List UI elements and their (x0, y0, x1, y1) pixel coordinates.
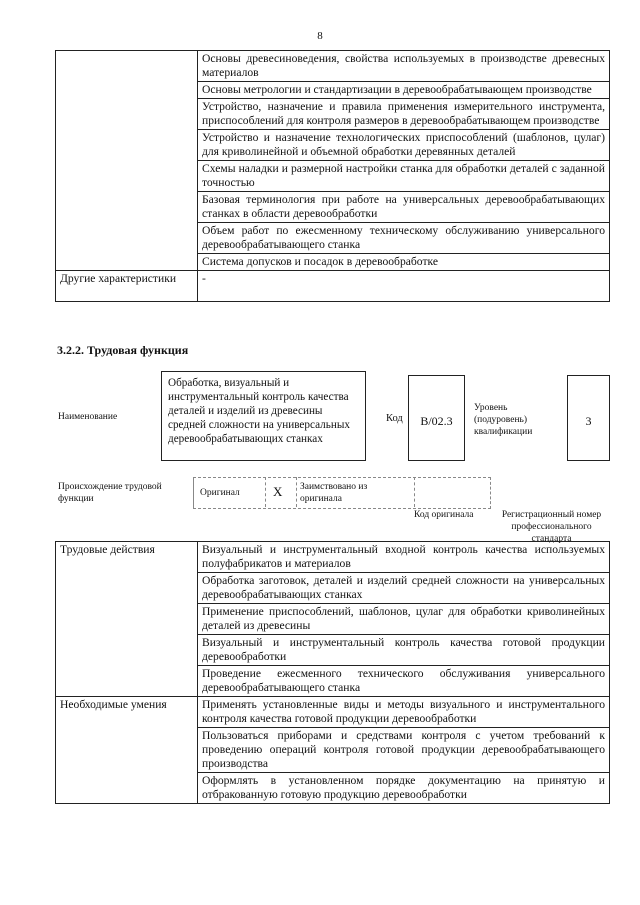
reg-number-label: Регистрационный номер профессионального стандарта (501, 510, 602, 544)
code-box: B/02.3 (408, 375, 465, 461)
table-cell: Объем работ по ежесменному техническому обслуживанию универсального деревообрабатывающего станка (198, 223, 610, 254)
table-cell: Основы метрологии и стандартизации в деревообрабатывающем производстве (198, 82, 610, 99)
table-cell: Устройство и назначение технологических приспособлений (шаблонов, цулаг) для криволинейной и объемной обработки деревянных деталей (198, 130, 610, 161)
table-cell: Базовая терминология при работе на универсальных деревообрабатывающих станках в области деревообработки (198, 192, 610, 223)
table-cell: Проведение ежесменного технического обслуживания универсального деревообрабатывающего станка (198, 666, 610, 697)
group-label-required-skills: Необходимые умения (56, 697, 198, 804)
table-cell: Визуальный и инструментальный входной контроль качества используемых полуфабрикатов и материалов (198, 542, 610, 573)
other-characteristics-label: Другие характеристики (56, 271, 198, 302)
code-label: Код (386, 413, 403, 424)
original-mark: X (273, 484, 283, 499)
original-label: Оригинал (200, 488, 240, 498)
table-cell: Оформлять в установленном порядке документацию на принятую и отбракованную готовую продукцию деревообработки (198, 773, 610, 804)
table-cell: Визуальный и инструментальный контроль качества готовой продукции деревообработки (198, 635, 610, 666)
table-cell: Устройство, назначение и правила применения измерительного инструмента, приспособлений для контроля размеров в деревообрабатывающем производстве (198, 99, 610, 130)
table-row (56, 542, 610, 573)
section-heading: 3.2.2. Трудовая функция (57, 343, 189, 357)
table-row (56, 51, 610, 82)
table-row (56, 697, 610, 728)
group-label-labor-actions: Трудовые действия (56, 542, 198, 697)
borrowed-label: Заимствовано из оригинала (300, 482, 368, 504)
table-row (56, 271, 610, 302)
table-cell: Основы древесиноведения, свойства используемых в производстве древесных материалов (198, 51, 610, 82)
table-cell: Применение приспособлений, шаблонов, цулаг для обработки криволинейных деталей из древесины (198, 604, 610, 635)
other-characteristics-value: - (198, 271, 610, 302)
table-cell: Обработка заготовок, деталей и изделий средней сложности на универсальных деревообрабатывающих станках (198, 573, 610, 604)
row-label-cell (56, 51, 198, 271)
level-box: 3 (567, 375, 610, 461)
table-cell: Пользоваться приборами и средствами контроля с учетом требований к проведению операций контроля готовой продукции деревообрабатывающего производства (198, 728, 610, 773)
knowledge-table (55, 50, 610, 302)
table-cell: Применять установленные виды и методы визуального и инструментального контроля качества готовой продукции деревообработки (198, 697, 610, 728)
table-cell: Система допусков и посадок в деревообработке (198, 254, 610, 271)
function-table (55, 541, 610, 804)
name-label: Наименование (58, 412, 118, 422)
origin-separator (414, 477, 415, 507)
origin-code-label: Код оригинала (414, 510, 474, 520)
page-number: 8 (317, 30, 323, 42)
level-label: Уровень (подуровень) квалификации (474, 403, 533, 437)
table-cell: Схемы наладки и размерной настройки станка для обработки деталей с заданной точностью (198, 161, 610, 192)
function-name-box: Обработка, визуальный и инструментальный контроль качества деталей и изделий из древесины средней сложности на универсальных деревообрабатывающих станках (161, 371, 366, 461)
origin-label: Происхождение трудовой функции (58, 482, 162, 504)
